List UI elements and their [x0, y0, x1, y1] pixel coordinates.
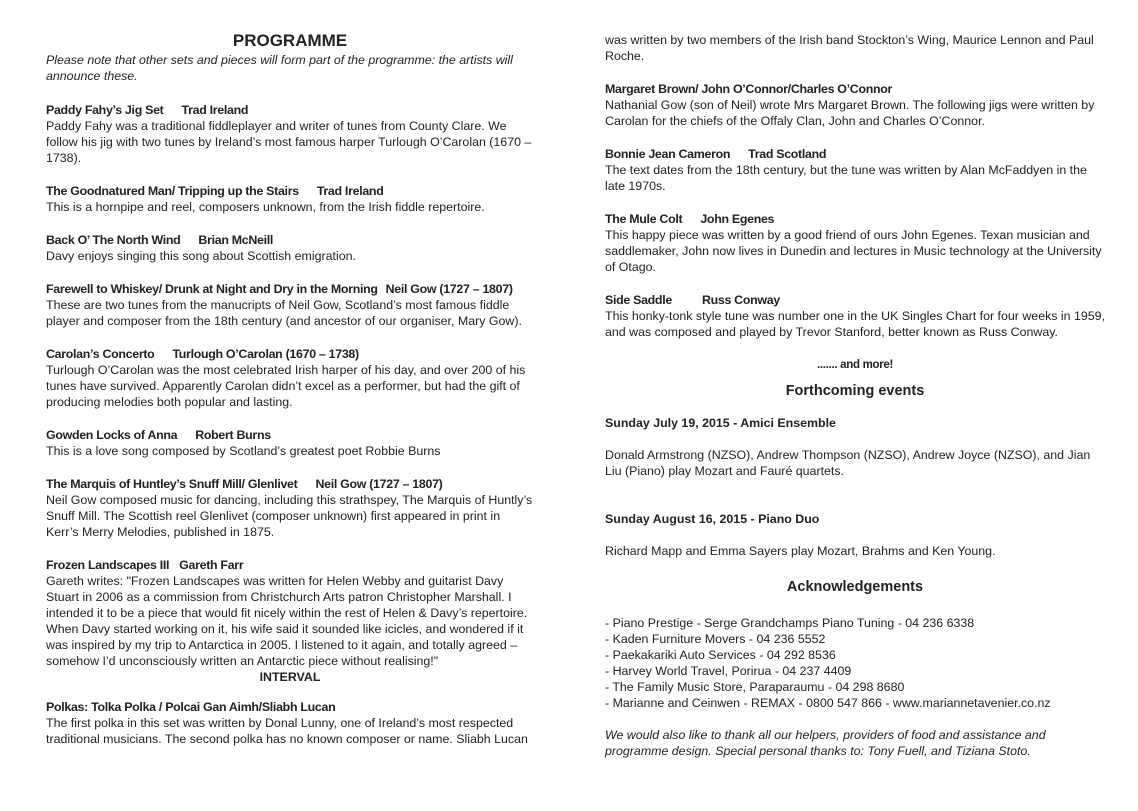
- item-title: Carolan’s Concerto: [46, 347, 155, 361]
- event-title: Sunday July 19, 2015 - Amici Ensemble: [605, 416, 836, 430]
- item-description: This is a hornpipe and reel, composers unknown, from the Irish fiddle repertoire.: [46, 200, 485, 214]
- item-heading: [46, 183, 534, 199]
- item-composer: Russ Conway: [701, 293, 780, 307]
- list-item: - The Family Music Store, Paraparaumu - 04 298 8680: [605, 680, 905, 694]
- item-description: Nathanial Gow (son of Neil) wrote Mrs Margaret Brown. The following jigs were written by Carolan for the chiefs of the Offaly Clan, John and Charles O’Connor.: [605, 98, 1095, 128]
- item-description: Davy enjoys singing this song about Scottish emigration.: [46, 249, 356, 263]
- item-description: This happy piece was written by a good friend of ours John Egenes. Texan musician and saddlemaker, John now lives in Dunedin and lectures in Music technology at the University of Otago.: [605, 228, 1102, 274]
- programme-item: [46, 281, 534, 329]
- item-description: Turlough O’Carolan was the most celebrated Irish harper of his day, and over 200 of his tunes have survived. Apparently Carolan didn’t excel as a performer, but had the gift of producing melodies both popular and lasting.: [46, 363, 526, 409]
- programme-item: [46, 183, 534, 215]
- item-title: The Marquis of Huntley’s Snuff Mill/ Glenlivet: [46, 477, 298, 491]
- item-description: This honky-tonk style tune was number one in the UK Singles Chart for four weeks in 1959, and was composed and played by Trevor Stanford, better known as Russ Conway.: [605, 309, 1106, 339]
- item-heading: [605, 211, 1105, 227]
- item-description: The text dates from the 18th century, but the tune was written by Alan McFaddyen in the late 1970s.: [605, 163, 1087, 193]
- programme-item: [46, 232, 534, 264]
- item-title: Margaret Brown/ John O’Connor/Charles O’Connor: [605, 82, 893, 96]
- item-composer: Trad Ireland: [181, 103, 249, 117]
- right-column: [605, 32, 1105, 759]
- item-composer: Neil Gow (1727 – 1807): [315, 477, 443, 491]
- item-description: Paddy Fahy was a traditional fiddleplayer and writer of tunes from County Clare. We follow his jig with two tunes by Ireland’s most famous harper Turlough O’Carolan (1670 – 1738).: [46, 119, 532, 165]
- item-composer: Trad Scotland: [748, 147, 827, 161]
- event-description: Richard Mapp and Emma Sayers play Mozart, Brahms and Ken Young.: [605, 544, 996, 558]
- event-title: Sunday August 16, 2015 - Piano Duo: [605, 512, 820, 526]
- item-heading: [46, 557, 534, 573]
- item-description: Gareth writes: "Frozen Landscapes was written for Helen Webby and guitarist Davy Stuart in 2006 as a commission from Christchurch Arts patron Christopher Marshall. I intended it to be a piece that would fit nicely within the rest of Helen & Davy’s repertoire. When Davy started working on it, his wife said it sounded like icicles, and wondered if it was inspired by my trip to Antarctica in 2005. I listened to it again, and totally agreed – somehow I’d unconsciously written an Antarctic piece without realising!": [46, 574, 528, 668]
- programme-title: PROGRAMME: [232, 31, 348, 50]
- item-composer: Gareth Farr: [179, 558, 244, 572]
- list-item: - Harvey World Travel, Porirua - 04 237 4409: [605, 664, 852, 678]
- item-title: Side Saddle: [605, 293, 672, 307]
- item-composer: Brian McNeill: [198, 233, 274, 247]
- item-description: These are two tunes from the manucripts of Neil Gow, Scotland’s most famous fiddle player and composer from the 18th century (and ancestor of our organiser, Mary Gow).: [46, 298, 522, 328]
- item-title: Bonnie Jean Cameron: [605, 147, 731, 161]
- item-heading: [605, 146, 1105, 162]
- item-description: The first polka in this set was written by Donal Lunny, one of Ireland’s most respected traditional musicians. The second polka has no known composer or name. Sliabh Lucan: [46, 716, 528, 746]
- item-heading: [46, 346, 534, 362]
- item-title: The Mule Colt: [605, 212, 683, 226]
- item-title: Back O’ The North Wind: [46, 233, 181, 247]
- programme-item: [605, 81, 1105, 129]
- item-title: Gowden Locks of Anna: [46, 428, 178, 442]
- item-composer: Trad Ireland: [316, 184, 384, 198]
- item-heading: [46, 427, 534, 443]
- item-title: The Goodnatured Man/ Tripping up the Stairs: [46, 184, 299, 198]
- item-composer: Neil Gow (1727 – 1807): [385, 282, 513, 296]
- and-more-text: ....... and more!: [816, 359, 894, 371]
- item-heading: [46, 699, 534, 715]
- item-composer: Turlough O’Carolan (1670 – 1738): [172, 347, 359, 361]
- programme-item: [605, 146, 1105, 194]
- acknowledgements-list: [605, 615, 1105, 711]
- programme-note: Please note that other sets and pieces will form part of the programme: the artists will announce these.: [46, 53, 513, 83]
- programme-item: [46, 699, 534, 747]
- item-heading: [605, 292, 1105, 308]
- item-heading: [46, 476, 534, 492]
- item-title: Paddy Fahy’s Jig Set: [46, 103, 164, 117]
- programme-item: [605, 211, 1105, 275]
- item-title: Farewell to Whiskey/ Drunk at Night and Dry in the Morning: [46, 282, 378, 296]
- item-heading: [46, 232, 534, 248]
- item-title: Frozen Landscapes III: [46, 558, 170, 572]
- programme-item: [46, 427, 534, 459]
- item-heading: [605, 81, 1105, 97]
- programme-item: [46, 476, 534, 540]
- list-item: - Piano Prestige - Serge Grandchamps Piano Tuning - 04 236 6338: [605, 616, 975, 630]
- item-composer: Robert Burns: [195, 428, 271, 442]
- item-title: Polkas: Tolka Polka / Polcai Gan Aimh/Sliabh Lucan: [46, 700, 336, 714]
- item-composer: John Egenes: [700, 212, 775, 226]
- programme-item: [46, 102, 534, 166]
- events-heading: Forthcoming events: [785, 383, 925, 399]
- item-description: Neil Gow composed music for dancing, including this strathspey, The Marquis of Huntly’s Snuff Mill. The Scottish reel Glenlivet (composer unknown) first appeared in print in Kerr’s Merry Melodies, published in 1875.: [46, 493, 533, 539]
- continued-description: was written by two members of the Irish band Stockton’s Wing, Maurice Lennon and Paul Roche.: [605, 33, 1094, 63]
- programme-item: [46, 346, 534, 410]
- left-column: [46, 30, 534, 747]
- list-item: - Paekakariki Auto Services - 04 292 8536: [605, 648, 836, 662]
- list-item: - Marianne and Ceinwen - REMAX - 0800 547 866 - www.mariannetavenier.co.nz: [605, 696, 1051, 710]
- programme-item: [46, 557, 534, 669]
- interval-heading: INTERVAL: [259, 670, 321, 684]
- item-heading: [46, 281, 534, 297]
- list-item: - Kaden Furniture Movers - 04 236 5552: [605, 632, 826, 646]
- event-description: Donald Armstrong (NZSO), Andrew Thompson (NZSO), Andrew Joyce (NZSO), and Jian Liu (Piano) play Mozart and Fauré quartets.: [605, 448, 1091, 478]
- thanks-note: We would also like to thank all our helpers, providers of food and assistance and programme design. Special personal thanks to: Tony Fuell, and Tiziana Stoto.: [605, 728, 1046, 758]
- item-description: This is a love song composed by Scotland’s greatest poet Robbie Burns: [46, 444, 441, 458]
- item-heading: [46, 102, 534, 118]
- acknowledgements-heading: Acknowledgements: [786, 579, 924, 595]
- programme-item: [605, 292, 1105, 340]
